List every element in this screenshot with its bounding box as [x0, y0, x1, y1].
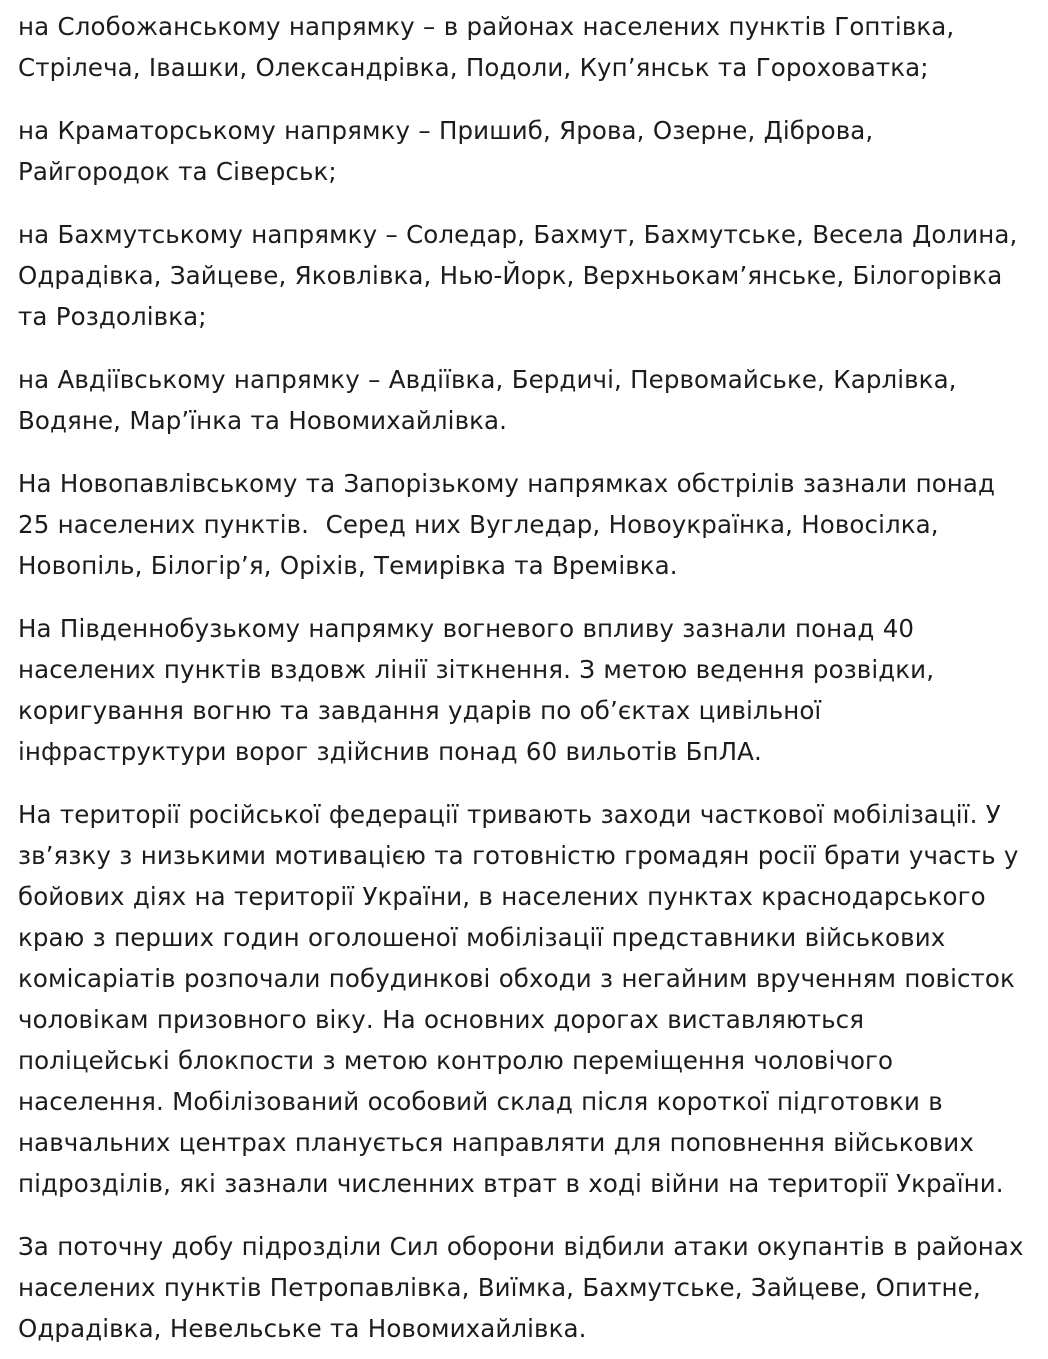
paragraph-russia-mobilization: На території російської федерації тривають заходи часткової мобілізації. У зв’язку з низькими мотивацією та готовністю громадян росії брати участь у бойових діях на території України, в населених пунктах краснодарського краю з перших годин оголошеної мобілізації представники військових комісаріатів розпочали побудинкові обходи з негайним врученням повісток чоловікам призовного віку. На основних дорогах виставляються поліцейські блокпости з метою контролю переміщення чоловічого населення. Мобілізований особовий склад після короткої підготовки в навчальних центрах планується направляти для поповнення військових підрозділів, які зазнали численних втрат в ході війни на території України. — [18, 800, 1027, 1198]
paragraph-pivdennobuzke-direction: На Південнобузькому напрямку вогневого впливу зазнали понад 40 населених пунктів вздовж лінії зіткнення. З метою ведення розвідки, коригування вогню та завдання ударів по об’єктах цивільної інфраструктури ворог здійснив понад 60 вильотів БпЛА. — [18, 614, 943, 766]
paragraph-kramatorsk-direction: на Краматорському напрямку – Пришиб, Ярова, Озерне, Діброва, Райгородок та Сіверськ; — [18, 116, 882, 186]
paragraph-repelled-attacks: За поточну добу підрозділи Сил оборони відбили атаки окупантів в районах населених пунктів Петропавлівка, Виїмка, Бахмутське, Зайцеве, Опитне, Одрадівка, Невельське та Новомихайлівка. — [18, 1232, 1032, 1343]
paragraph-novopavlivka-zaporizhzhia: На Новопавлівському та Запорізькому напрямках обстрілів зазнали понад 25 населених пунктів. Серед них Вугледар, Новоукраїнка, Новосілка, Новопіль, Білогір’я, Оріхів, Темирівка та Времівка. — [18, 469, 1004, 580]
paragraph-slobozhanske-direction: на Слобожанському напрямку – в районах населених пунктів Гоптівка, Стрілеча, Івашки, Олександрівка, Подоли, Куп’янськ та Гороховатка; — [18, 12, 963, 82]
paragraph-bakhmut-direction: на Бахмутському напрямку – Соледар, Бахмут, Бахмутське, Весела Долина, Одрадівка, Зайцеве, Яковлівка, Нью-Йорк, Верхньокам’янське, Білогорівка та Роздолівка; — [18, 220, 1026, 331]
paragraph-avdiivka-direction: на Авдіївському напрямку – Авдіївка, Бердичі, Первомайське, Карлівка, Водяне, Мар’їнка та Новомихайлівка. — [18, 365, 965, 435]
